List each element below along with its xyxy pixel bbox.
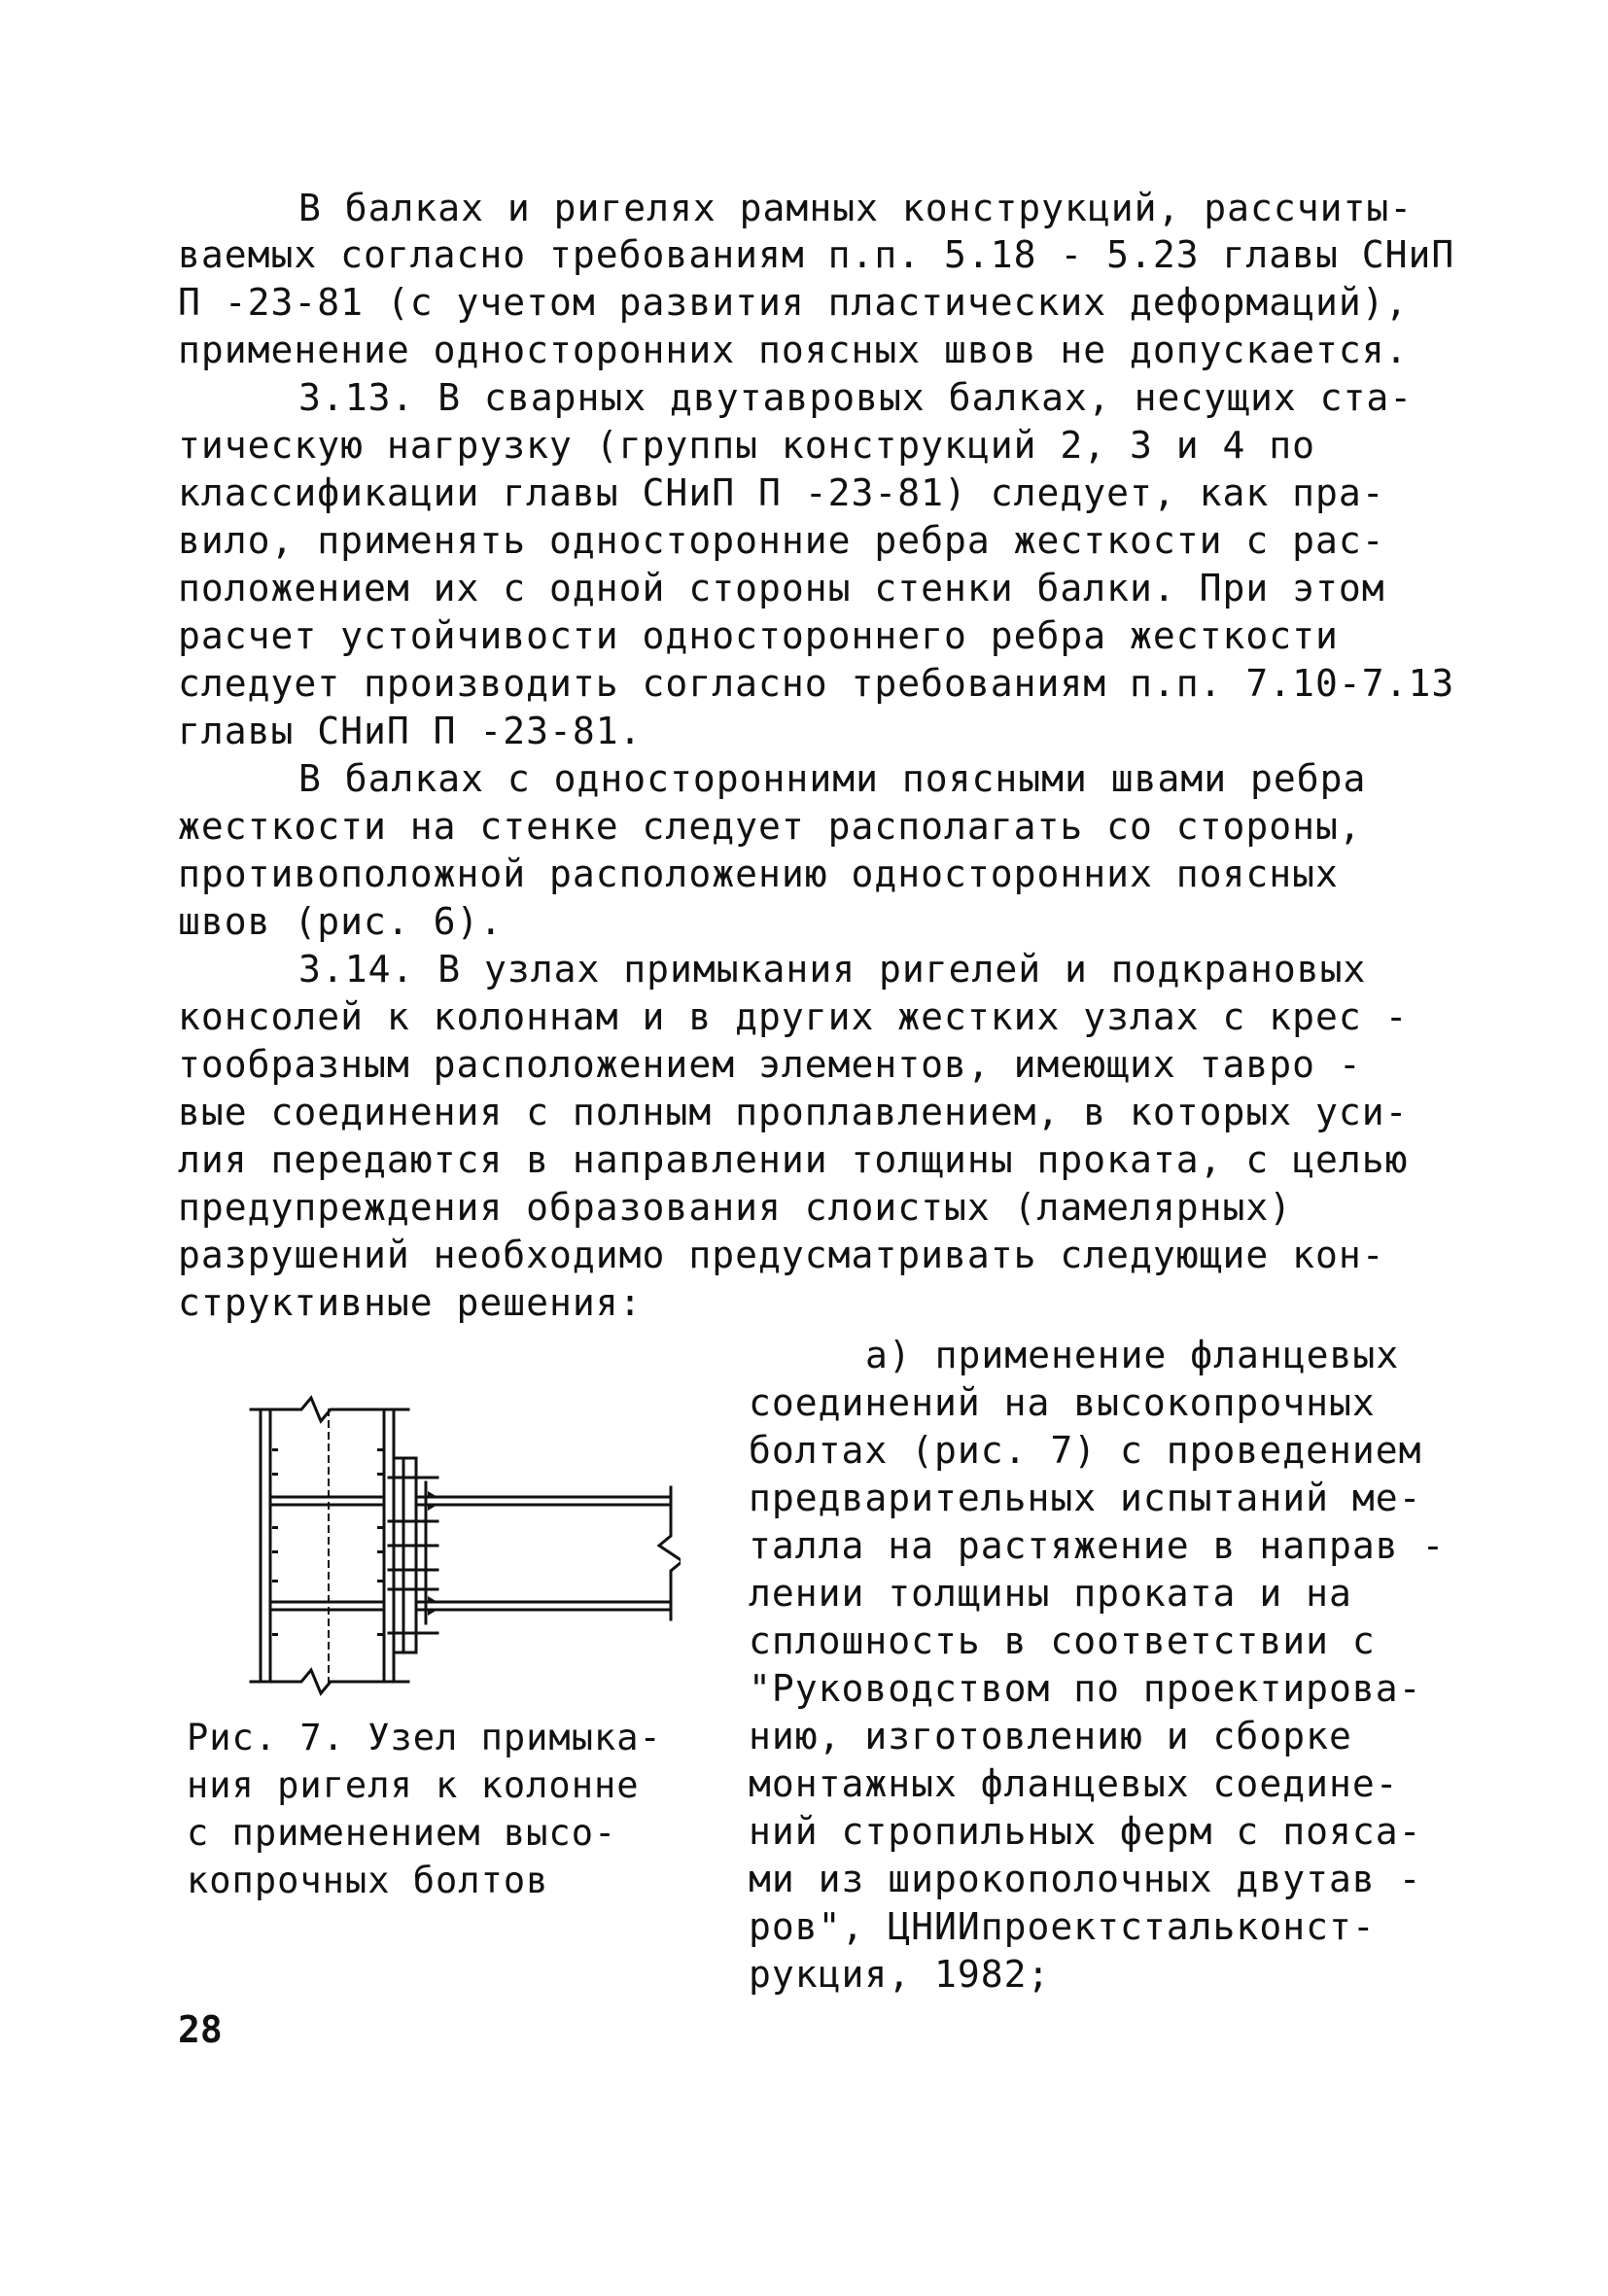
right-column-line: нию, изготовлению и сборке	[749, 1715, 1352, 1757]
body-line: тообразным расположением элементов, имеющих тавро -	[178, 1043, 1362, 1086]
figure-caption-line: с применением высо-	[187, 1812, 617, 1854]
right-column-line: ров", ЦНИИпроектстальконст-	[749, 1905, 1376, 1948]
body-line: положением их с одной стороны стенки балки. При этом	[178, 567, 1385, 609]
body-line: разрушений необходимо предусматривать следующие кон-	[178, 1234, 1385, 1276]
body-line: классификации главы СНиП П -23-81) следует, как пра-	[178, 471, 1385, 514]
body-line: структивные решения:	[178, 1281, 643, 1324]
body-line: П -23-81 (с учетом развития пластических деформаций),	[178, 281, 1409, 324]
figure-7-drawing	[243, 1390, 681, 1701]
body-line: предупреждения образования слоистых (ламелярных)	[178, 1186, 1293, 1229]
right-column-line: а) применение фланцевых	[865, 1334, 1400, 1376]
body-line: тическую нагрузку (группы конструкций 2, 3 и 4 по	[178, 424, 1316, 467]
right-column-line: соединений на высокопрочных	[749, 1381, 1376, 1424]
body-line: жесткости на стенке следует располагать со стороны,	[178, 805, 1362, 848]
right-column-line: ний стропильных ферм с пояса-	[749, 1810, 1422, 1853]
body-line: швов (рис. 6).	[178, 900, 504, 943]
body-line: противоположной расположению односторонних поясных	[178, 852, 1339, 895]
right-column-line: сплошность в соответствии с	[749, 1619, 1376, 1662]
body-line: вые соединения с полным проплавлением, в которых уси-	[178, 1091, 1409, 1133]
page-number: 28	[178, 2008, 223, 2051]
body-line: 3.13. В сварных двутавровых балках, несущих ста-	[298, 376, 1414, 419]
right-column-line: болтах (рис. 7) с проведением	[749, 1429, 1422, 1472]
body-line: 3.14. В узлах примыкания ригелей и подкрановых	[298, 948, 1367, 991]
body-line: расчет устойчивости одностороннего ребра жесткости	[178, 614, 1339, 657]
body-line: ваемых согласно требованиям п.п. 5.18 - 5.23 главы СНиП	[178, 233, 1455, 276]
right-column-line: монтажных фланцевых соедине-	[749, 1762, 1399, 1805]
right-column-line: лении толщины проката и на	[749, 1572, 1352, 1615]
body-line: следует производить согласно требованиям п.п. 7.10-7.13	[178, 662, 1455, 705]
figure-caption-line: Рис. 7. Узел примыка-	[187, 1717, 662, 1758]
figure-caption-line: копрочных болтов	[187, 1860, 549, 1901]
right-column-line: "Руководством по проектирова-	[749, 1667, 1422, 1710]
body-line: лия передаются в направлении толщины проката, с целью	[178, 1138, 1409, 1181]
body-line: В балках с односторонними поясными швами ребра	[298, 757, 1367, 800]
body-line: применение односторонних поясных швов не допускается.	[178, 329, 1409, 371]
right-column-line: ми из широкополочных двутав -	[749, 1858, 1422, 1900]
right-column-line: талла на растяжение в направ -	[749, 1524, 1446, 1567]
right-column-line: предварительных испытаний ме-	[749, 1477, 1422, 1519]
right-column-line: рукция, 1982;	[749, 1953, 1051, 1996]
body-line: В балках и ригелях рамных конструкций, рассчиты-	[298, 187, 1414, 229]
body-line: главы СНиП П -23-81.	[178, 710, 643, 752]
body-line: консолей к колоннам и в других жестких узлах с крес -	[178, 995, 1409, 1038]
body-line: вило, применять односторонние ребра жесткости с рас-	[178, 519, 1385, 562]
figure-caption-line: ния ригеля к колонне	[187, 1764, 640, 1806]
